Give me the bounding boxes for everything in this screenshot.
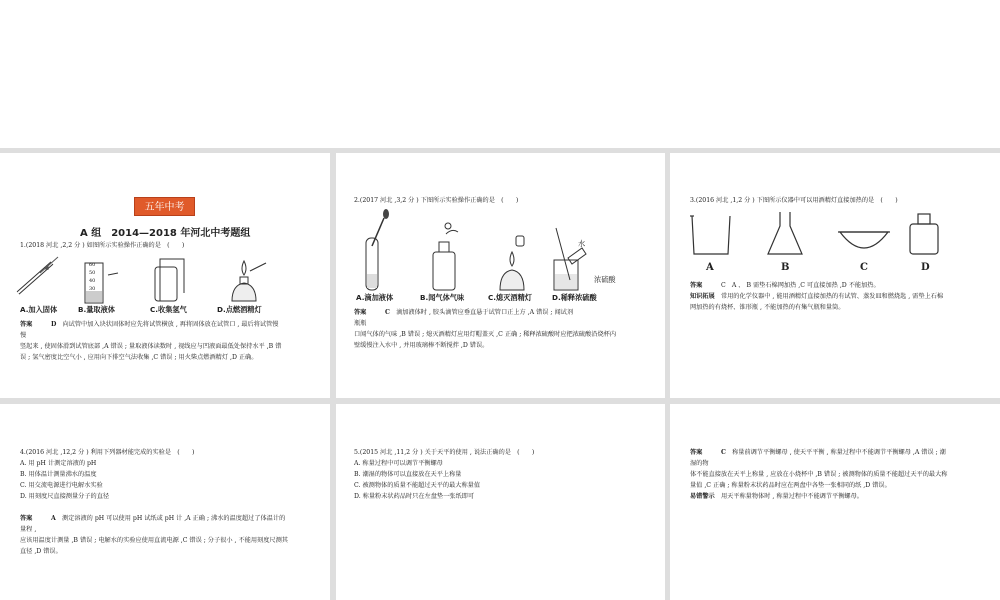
tip-text: 用天平称量物体时 , 称量过程中不能调节平衡螺母。 xyxy=(720,493,863,500)
answer-block xyxy=(354,307,616,351)
answer-line: 量程 , xyxy=(20,526,37,533)
section-badge: 五年中考 xyxy=(134,197,195,216)
caption-d: D.稀释浓硫酸 xyxy=(552,293,597,302)
tip-line: 网加热的有烧杯、锥形瓶 , 不能加热的有集气瓶和量筒。 xyxy=(690,304,845,311)
answer-letter: C xyxy=(720,449,726,456)
answer-line: 测定溶液的 pH 可以使用 pH 试纸或 pH 计 ,A 正确 ; 沸水的温度超过了体温计的 xyxy=(61,515,286,522)
answer-label: 答案 xyxy=(690,449,703,456)
question-2-text: 2.(2017 河北 ,3,2 分 ) 下图所示实验操作正确的是 ( ) xyxy=(354,197,519,204)
label-d: D xyxy=(921,262,930,273)
answer-line: 体不能直接放在天平上称量 , 应放在小烧杯中 ,B 错误 ; 被测物体的质量不能超过天平的最大称 xyxy=(690,471,948,478)
cylinder-tick: 60 xyxy=(89,262,96,268)
caption-c: C.收集氢气 xyxy=(150,305,187,314)
question-5-block xyxy=(354,447,534,502)
option-c: C. 用交流电源进行电解水实验 xyxy=(20,482,103,489)
answer-block xyxy=(690,447,948,502)
slide-6[interactable] xyxy=(670,404,1000,600)
answer-line: 直径 ,D 错误。 xyxy=(20,548,62,555)
option-b: B. 潮湿的物体可以直接放在天平上称量 xyxy=(354,471,462,478)
question-3-figures xyxy=(670,208,1000,258)
question-1-text: 1.(2018 河北 ,2,2 分 ) 如图所示实验操作正确的是 ( ) xyxy=(20,242,185,249)
slide-2[interactable] xyxy=(336,153,665,398)
beaker-icon xyxy=(690,216,730,254)
question-4-block xyxy=(20,447,194,502)
blank-header-area xyxy=(0,0,1000,148)
cylinder-scale xyxy=(89,261,95,293)
answer-line: 量值 ,C 正确 ; 称量粉末状药品时应在两盘中各垫一张相同的纸 ,D 错误。 xyxy=(690,482,891,489)
option-b: B. 用体温计测量沸水的温度 xyxy=(20,471,97,478)
answer-line: 壁缓慢注入水中 , 并用玻璃棒不断搅拌 ,D 错误。 xyxy=(354,342,489,349)
cylinder-tick: 50 xyxy=(89,270,96,276)
test-tube-icon xyxy=(18,257,58,293)
beaker-dilution-icon xyxy=(554,228,586,290)
reagent-bottle-icon xyxy=(433,223,458,290)
question-5-text: 5.(2015 河北 ,11,2 分 ) 关于天平的使用 , 说法正确的是 ( ) xyxy=(354,449,535,456)
answer-line: 称量前调节平衡螺母 , 使天平平衡 , 称量过程中不能调节平衡螺母 ,A 错误 ; 潮 xyxy=(732,449,946,456)
tip-label: 易错警示 xyxy=(690,493,715,500)
option-d: D. 用刻度尺直接测量分子的直径 xyxy=(20,493,110,500)
option-c: C. 被测物体的质量不能超过天平的最大称量值 xyxy=(354,482,481,489)
answer-line: 误 ; 氢气密度比空气小 , 应用向下排空气法收集 ,C 错误 ; 用火柴点燃酒精灯 ,D 正确。 xyxy=(20,354,258,361)
dropper-test-tube-icon xyxy=(366,209,389,290)
alcohol-lamp-icon xyxy=(232,261,266,301)
answer-line: 瓶瓶 xyxy=(354,320,367,327)
acid-label: 浓硫酸 xyxy=(594,275,616,284)
caption-b: B.闻气体气味 xyxy=(420,293,465,302)
question-3-text: 3.(2016 河北 ,1,2 分 ) 下图所示仪器中可以用酒精灯直接加热的是 ( ) xyxy=(690,197,898,204)
answer-line: 慢 xyxy=(20,332,27,339)
answer-label: 答案 xyxy=(690,282,703,289)
answer-label: 答案 xyxy=(20,515,33,522)
option-d: D. 称量粉末状药品时只在左盘垫一张纸即可 xyxy=(354,493,475,500)
caption-a: A.加入固体 xyxy=(20,305,58,314)
gas-collection-bottle-icon xyxy=(155,259,184,301)
caption-a: A.滴加液体 xyxy=(356,293,394,302)
tip-line: 常用的化学仪器中 , 能用酒精灯直接加热的有试管、蒸发皿和燃烧匙 , 需垫上石棉 xyxy=(720,293,944,300)
answer-line: 向试管中加入块状固体时应先将试管横放 , 再将固体放在试管口 , 最后将试管慢 xyxy=(62,321,279,328)
answer-letter: A xyxy=(50,515,56,522)
answer-block xyxy=(20,319,281,363)
label-a: A xyxy=(706,262,714,273)
caption-c: C.熄灭酒精灯 xyxy=(488,293,532,302)
cylinder-tick: 30 xyxy=(89,286,96,292)
cylinder-tick: 40 xyxy=(89,278,96,284)
section-heading: A 组 2014—2018 年河北中考题组 xyxy=(80,228,251,239)
answer-letter: D xyxy=(50,321,57,328)
label-b: B xyxy=(781,262,790,273)
slide-3[interactable] xyxy=(670,153,1000,398)
slide-4[interactable] xyxy=(0,404,330,600)
water-label: 水 xyxy=(578,239,586,248)
caption-d: D.点燃酒精灯 xyxy=(217,305,262,314)
answer-line: 湿的物 xyxy=(690,460,709,467)
option-a: A. 用 pH 计测定溶液的 pH xyxy=(20,460,97,467)
option-a: A. 称量过程中可以调节平衡螺母 xyxy=(354,460,443,467)
caption-b: B.量取液体 xyxy=(78,305,115,314)
evaporating-dish-icon xyxy=(838,232,890,248)
answer-block xyxy=(690,280,943,313)
slide-5[interactable] xyxy=(336,404,665,600)
conical-flask-icon xyxy=(768,212,802,254)
answer-block xyxy=(20,513,288,557)
answer-text: C A 、 B 需垫石棉网加热 ,C 可直接加热 ,D 不能加热。 xyxy=(720,282,880,289)
answer-line: 滴加液体时 , 胶头滴管应垂直悬于试管口正上方 ,A 错误 ; 闻试剂 xyxy=(396,309,574,316)
question-4-text: 4.(2016 河北 ,12,2 分 ) 利用下列器材能完成的实验是 ( ) xyxy=(20,449,195,456)
tip-label: 知识拓展 xyxy=(690,293,715,300)
answer-line: 应该用温度计测量 ,B 错误 ; 电解水的实验应使用直流电源 ,C 错误 ; 分子很小 , 不能用刻度尺测其 xyxy=(20,537,288,544)
answer-label: 答案 xyxy=(354,309,367,316)
answer-label: 答案 xyxy=(20,321,33,328)
label-c: C xyxy=(860,262,868,273)
alcohol-lamp-icon xyxy=(500,236,524,290)
gas-collecting-bottle-icon xyxy=(910,214,938,254)
answer-letter: C xyxy=(384,309,390,316)
answer-line: 竖起来 , 使固体滑到试管底部 ,A 错误 ; 量取液体读数时 , 视线应与凹液面最低处保持水平 ,B 错 xyxy=(20,343,282,350)
slide-1[interactable] xyxy=(0,153,330,398)
answer-line: 口闻气体的气味 ,B 错误 ; 熄灭酒精灯应用灯帽盖灭 ,C 正确 ; 稀释浓硫酸时应把浓硫酸沿烧杯内 xyxy=(354,331,617,338)
